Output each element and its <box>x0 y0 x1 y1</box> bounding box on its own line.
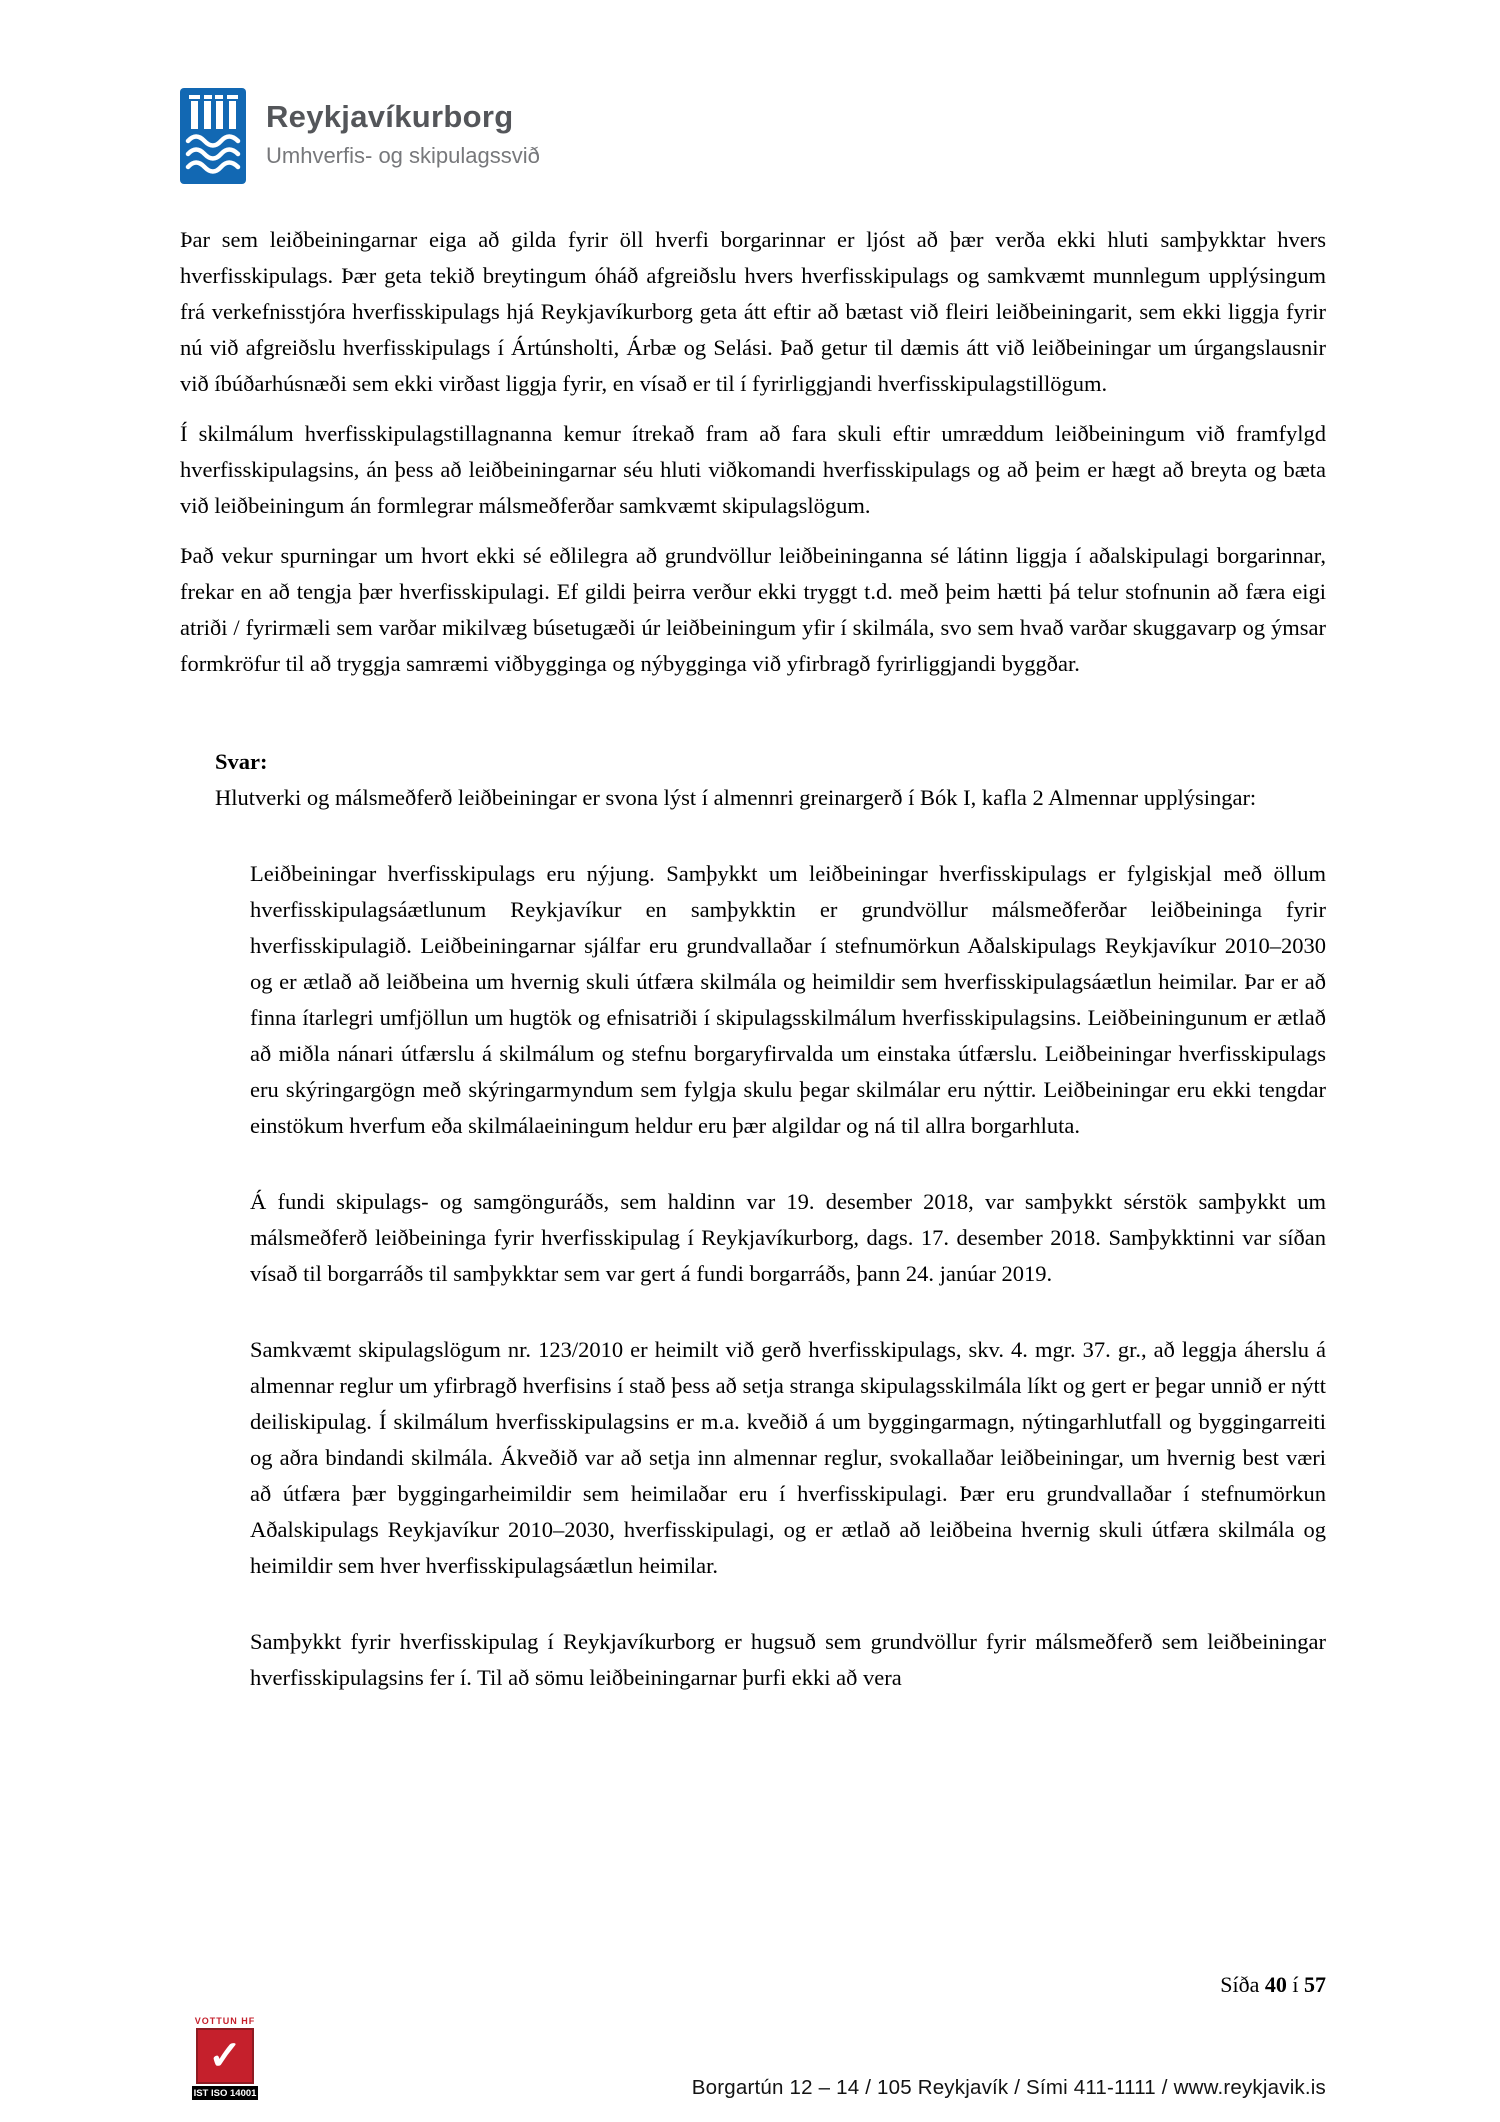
footer-address: Borgartún 12 – 14 / 105 Reykjavík / Sími 411-1111 / www.reykjavik.is <box>691 2076 1326 2099</box>
org-name: Reykjavíkurborg <box>266 99 514 134</box>
checkmark-icon: ✓ <box>196 2028 254 2084</box>
paragraph: Þar sem leiðbeiningarnar eiga að gilda fyrir öll hverfi borgarinnar er ljóst að þær verða ekki hluti samþykktar hvers hverfisskipulags. Þær geta tekið breytingum óháð afgreiðslu hvers hverfisskipulags og samkvæmt munnlegum upplýsingum frá verkefnisstjóra hverfisskipulags hjá Reykjavíkurborg geta átt eftir að bætast við fleiri leiðbeiningarit, sem ekki liggja fyrir nú við afgreiðslu hverfisskipulags í Ártúnsholti, Árbæ og Selási. Það getur til dæmis átt við leiðbeiningar um úrgangslausnir við íbúðarhúsnæði sem ekki virðast liggja fyrir, en vísað er til í fyrirliggjandi hverfisskipulagstillögum. <box>180 227 1326 396</box>
answer-heading: Svar: <box>215 749 268 774</box>
answer-section <box>215 744 1326 1696</box>
page-total: 57 <box>1304 1972 1326 1997</box>
answer-paragraph: Á fundi skipulags- og samgönguráðs, sem haldinn var 19. desember 2018, var samþykkt sérstök samþykkt um málsmeðferð leiðbeininga fyrir hverfisskipulag í Reykjavíkurborg, dags. 17. desember 2018. Samþykktinni var síðan vísað til borgarráðs til samþykktar sem var gert á fundi borgarráðs, þann 24. janúar 2019. <box>250 1189 1326 1286</box>
page-number <box>180 1972 1326 1998</box>
certification-top-label: VOTTUN HF <box>194 2016 256 2026</box>
paragraph: Í skilmálum hverfisskipulagstillagnanna kemur ítrekað fram að fara skuli eftir umræddum leiðbeiningum við framfylgd hverfisskipulagsins, án þess að leiðbeiningarnar séu hluti viðkomandi hverfisskipulags og að þeim er hægt að breyta og bæta við leiðbeiningum án formlegrar málsmeðferðar samkvæmt skipulagslögum. <box>180 421 1326 518</box>
page-current: 40 <box>1264 1972 1287 1997</box>
paragraph: Það vekur spurningar um hvort ekki sé eðlilegra að grundvöllur leiðbeininganna sé látinn liggja í aðalskipulagi borgarinnar, frekar en að tengja þær hverfisskipulagi. Ef gildi þeirra verður ekki tryggt t.d. með þeim hætti þá telur stofnunin að færa eigi atriði / fyrirmæli sem varðar mikilvæg búsetugæði úr leiðbeiningum yfir í skilmála, svo sem hvað varðar skuggavarp og ýmsar formkröfur til að tryggja samræmi viðbygginga og nýbygginga við yfirbragð fyrirliggjandi byggðar. <box>180 543 1326 676</box>
answer-paragraph: Leiðbeiningar hverfisskipulags eru nýjung. Samþykkt um leiðbeiningar hverfisskipulags er fylgiskjal með öllum hverfisskipulagsáætlunum Reykjavíkur en samþykktin er grundvöllur málsmeðferðar leiðbeininga fyrir hverfisskipulagið. Leiðbeiningarnar sjálfar eru grundvallaðar í stefnumörkun Aðalskipulags Reykjavíkur 2010–2030 og er ætlað að leiðbeina um hvernig skuli útfæra skilmála og heimildir sem hverfisskipulagsáætlun heimilar. Þar er að finna ítarlegri umfjöllun um hugtök og efnisatriði í skipulagsskilmálum hverfisskipulagsins. Leiðbeiningunum er ætlað að miðla nánari útfærslu á skilmálum og stefnu borgaryfirvalda um einstaka útfærslu. Leiðbeiningar hverfisskipulags eru skýringargögn með skýringarmyndum sem fylgja skulu þegar skilmálar eru nýttir. Leiðbeiningar eru ekki tengdar einstökum hverfum eða skilmálaeiningum heldur eru þær algildar og ná til allra borgarhluta. <box>250 861 1326 1138</box>
header-text <box>266 88 540 169</box>
org-department: Umhverfis- og skipulagssvið <box>266 143 540 169</box>
certification-bottom-label: IST ISO 14001 <box>193 2088 257 2099</box>
page-separator: í <box>1292 1972 1299 1997</box>
document-header <box>180 88 540 184</box>
answer-paragraphs <box>250 856 1326 1696</box>
answer-paragraph: Samþykkt fyrir hverfisskipulag í Reykjavíkurborg er hugsuð sem grundvöllur fyrir málsmeðferð sem leiðbeiningar hverfisskipulagsins fer í. Til að sömu leiðbeiningarnar þurfi ekki að vera <box>250 1629 1326 1690</box>
answer-intro: Hlutverki og málsmeðferð leiðbeiningar er svona lýst í almennri greinargerð í Bók I, kafla 2 Almennar upplýsingar: <box>215 785 1257 810</box>
document-body <box>180 222 1326 1696</box>
reykjavik-city-logo-icon <box>180 88 246 184</box>
answer-paragraph: Samkvæmt skipulagslögum nr. 123/2010 er heimilt við gerð hverfisskipulags, skv. 4. mgr. 37. gr., að leggja áherslu á almennar reglur um yfirbragð hverfisins í stað þess að setja stranga skipulagsskilmála líkt og gert er þegar unnið er nýtt deiliskipulag. Í skilmálum hverfisskipulagsins er m.a. kveðið á um byggingarmagn, nýtingarhlutfall og byggingarreiti og aðra bindandi skilmála. Ákveðið var að setja inn almennar reglur, svokallaðar leiðbeiningar, um hvernig best væri að útfæra þær byggingarheimildir sem heimilaðar eru í hverfisskipulagi. Þær eru grundvallaðar í stefnumörkun Aðalskipulags Reykjavíkur 2010–2030, hverfisskipulagi, og er ætlað að leiðbeina hvernig skuli útfæra skilmála og heimildir sem hver hverfisskipulagsáætlun heimilar. <box>250 1337 1326 1578</box>
page-label: Síða <box>1220 1972 1260 1997</box>
